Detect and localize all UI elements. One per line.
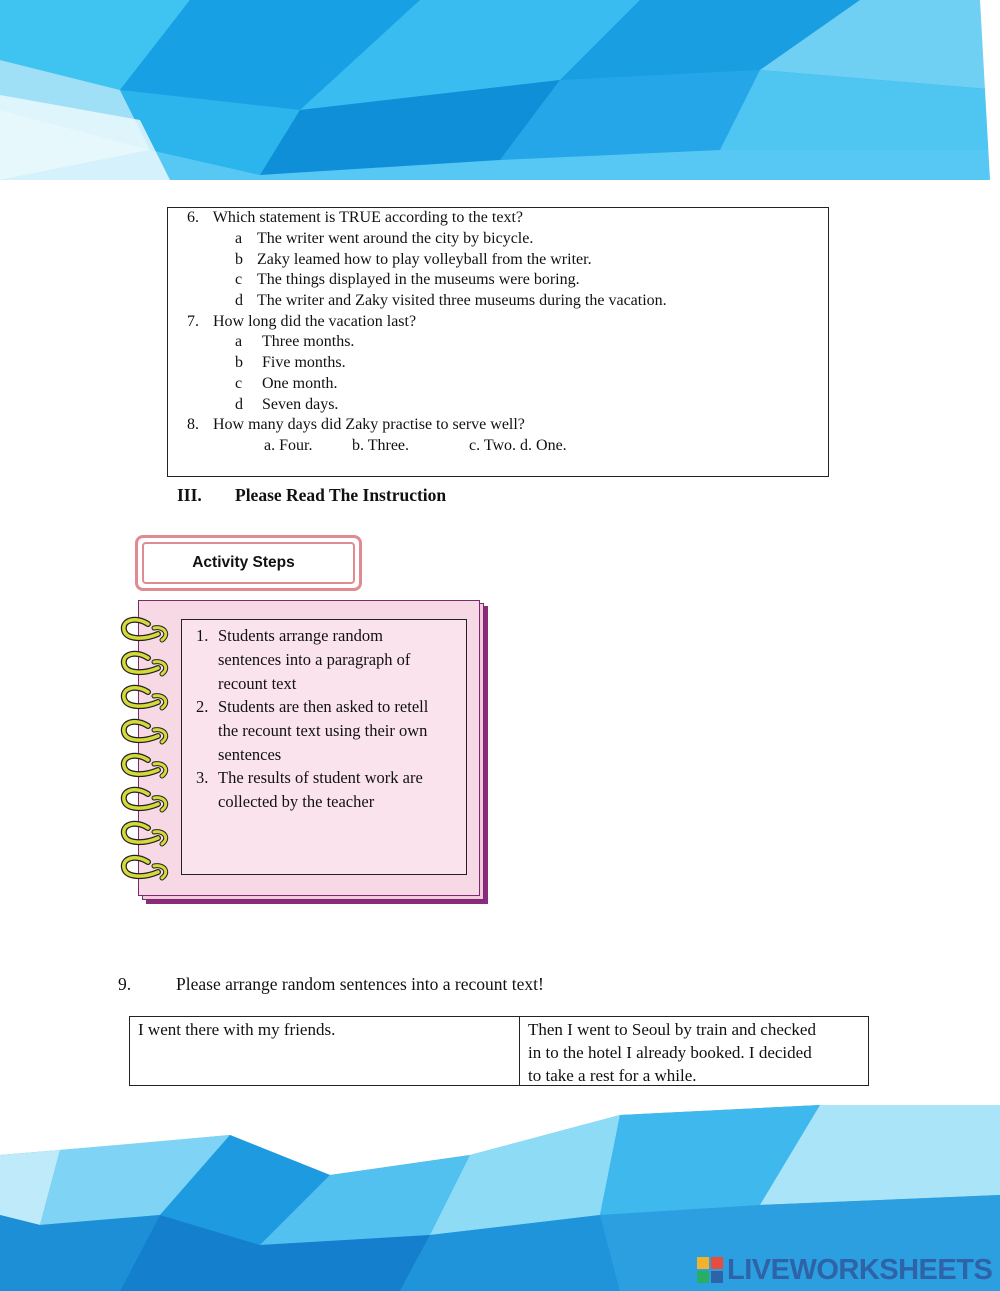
- question-7: [187, 312, 416, 333]
- sentence-line: in to the hotel I already booked. I decided: [528, 1043, 812, 1062]
- question-text: How many days did Zaky practise to serve well?: [213, 416, 525, 433]
- question-8: [187, 415, 525, 436]
- step-line: The results of student work are: [218, 768, 423, 787]
- sentence-table: [129, 1016, 869, 1086]
- option-item[interactable]: a. Four.: [264, 437, 313, 454]
- option-letter: a: [235, 230, 243, 247]
- question-6: [187, 208, 523, 229]
- question-text: Please arrange random sentences into a recount text!: [176, 974, 544, 994]
- option-text: The writer and Zaky visited three museums during the vacation.: [257, 292, 667, 309]
- section-heading: [177, 485, 446, 506]
- activity-step: [196, 766, 458, 816]
- spiral-ring-icon: [124, 620, 166, 640]
- spiral-ring-icon: [124, 756, 166, 776]
- option-item[interactable]: c. Two. d. One.: [469, 437, 567, 454]
- option-text: Zaky leamed how to play volleyball from the writer.: [257, 250, 592, 268]
- question-text: How long did the vacation last?: [213, 313, 417, 330]
- section-title: Please Read The Instruction: [235, 485, 447, 505]
- option-item[interactable]: [235, 229, 533, 250]
- option-letter: c: [235, 374, 243, 392]
- notepad: [138, 600, 480, 896]
- option-item[interactable]: [235, 395, 338, 416]
- option-item[interactable]: [235, 270, 580, 291]
- question-number: 9.: [118, 974, 132, 994]
- option-text: Five months.: [262, 354, 346, 371]
- spiral-ring-icon: [124, 790, 166, 810]
- step-number: 1.: [196, 626, 209, 645]
- step-line: Students arrange random: [218, 626, 383, 645]
- step-number: 3.: [196, 768, 209, 787]
- spiral-ring-icon: [124, 654, 166, 674]
- activity-steps-label: [135, 535, 362, 591]
- step-line: sentences into a paragraph of: [218, 650, 411, 669]
- brand-name: LIVEWORKSHEETS: [727, 1253, 993, 1286]
- option-item[interactable]: [235, 250, 592, 271]
- spiral-ring-icon: [124, 688, 166, 708]
- sentence-line: to take a rest for a while.: [528, 1066, 697, 1085]
- option-text: Three months.: [262, 333, 355, 350]
- option-item[interactable]: b. Three.: [352, 437, 410, 454]
- option-letter: a: [235, 333, 243, 350]
- option-item[interactable]: [235, 332, 354, 353]
- option-text: One month.: [262, 374, 338, 392]
- step-number: 2.: [196, 697, 209, 716]
- step-line: recount text: [218, 674, 297, 693]
- option-item[interactable]: [235, 374, 338, 395]
- step-line: sentences: [218, 745, 282, 764]
- step-line: collected by the teacher: [218, 792, 375, 811]
- question-number: 7.: [187, 313, 199, 330]
- section-roman-numeral: III.: [177, 485, 202, 505]
- question-9: [118, 974, 544, 995]
- notepad-spiral-rings: [118, 612, 178, 882]
- sentence-card[interactable]: [520, 1017, 868, 1085]
- option-letter: b: [235, 250, 243, 268]
- question-text: Which statement is TRUE according to the text?: [212, 209, 523, 226]
- option-letter: d: [235, 292, 243, 309]
- option-text: The things displayed in the museums were boring.: [257, 271, 580, 288]
- sentence-line: Then I went to Seoul by train and checked: [528, 1020, 816, 1039]
- option-letter: b: [235, 354, 243, 371]
- spiral-ring-icon: [124, 824, 166, 844]
- top-banner-graphic: [0, 0, 1000, 180]
- step-line: the recount text using their own: [218, 721, 428, 740]
- activity-step: [196, 624, 458, 696]
- option-item[interactable]: [235, 291, 667, 312]
- step-line: Students are then asked to retell: [218, 697, 429, 716]
- question-number: 8.: [187, 416, 199, 433]
- spiral-ring-icon: [124, 722, 166, 742]
- liveworksheets-logo-icon: [697, 1257, 723, 1283]
- activity-step: [196, 695, 458, 767]
- option-letter: d: [235, 395, 243, 413]
- option-text: The writer went around the city by bicycle.: [257, 230, 534, 247]
- liveworksheets-logo: [697, 1254, 992, 1286]
- option-text: Seven days.: [262, 395, 339, 413]
- activity-steps-list: [181, 619, 467, 875]
- sentence-card[interactable]: I went there with my friends.: [130, 1017, 520, 1085]
- option-item[interactable]: [235, 353, 346, 374]
- questions-box: [167, 207, 829, 477]
- question-number: 6.: [187, 209, 199, 226]
- spiral-ring-icon: [124, 858, 166, 878]
- option-letter: c: [235, 271, 243, 288]
- activity-steps-label-text: Activity Steps: [142, 542, 355, 584]
